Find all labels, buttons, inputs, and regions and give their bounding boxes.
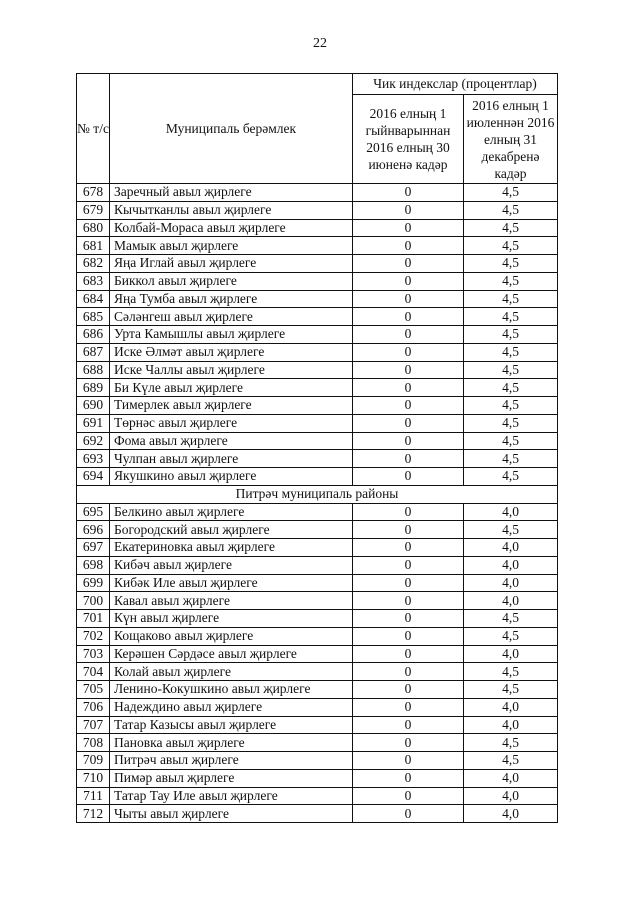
row-number: 691 — [77, 414, 110, 432]
row-number: 678 — [77, 184, 110, 202]
second-half-index: 4,5 — [464, 521, 558, 539]
first-half-index: 0 — [353, 397, 464, 415]
table-row — [77, 698, 558, 716]
first-half-index: 0 — [353, 610, 464, 628]
municipality-name: Богородский авыл җирлеге — [110, 521, 353, 539]
municipality-name: Пимәр авыл җирлеге — [110, 769, 353, 787]
table-row — [77, 237, 558, 255]
row-number: 712 — [77, 805, 110, 823]
table-row — [77, 556, 558, 574]
section-title: Питрәч муниципаль районы — [77, 485, 558, 503]
table-row — [77, 769, 558, 787]
first-half-index: 0 — [353, 468, 464, 486]
header-period-first-half: 2016 елның 1 гыйнварыннан 2016 елның 30 июненә кадәр — [353, 95, 464, 184]
table-row — [77, 308, 558, 326]
table-row — [77, 432, 558, 450]
first-half-index: 0 — [353, 681, 464, 699]
table-row — [77, 184, 558, 202]
first-half-index: 0 — [353, 450, 464, 468]
municipality-name: Кавал авыл җирлеге — [110, 592, 353, 610]
first-half-index: 0 — [353, 237, 464, 255]
header-period-second-half: 2016 елның 1 июленнән 2016 елның 31 декабренә кадәр — [464, 95, 558, 184]
page-number: 22 — [313, 36, 327, 51]
second-half-index: 4,5 — [464, 468, 558, 486]
table-row — [77, 627, 558, 645]
table-row — [77, 326, 558, 344]
municipality-name: Екатериновка авыл җирлеге — [110, 539, 353, 557]
row-number: 688 — [77, 361, 110, 379]
second-half-index: 4,5 — [464, 610, 558, 628]
table-header — [77, 74, 558, 184]
first-half-index: 0 — [353, 805, 464, 823]
table-row — [77, 716, 558, 734]
table-row — [77, 521, 558, 539]
municipality-name: Би Күле авыл җирлеге — [110, 379, 353, 397]
row-number: 687 — [77, 343, 110, 361]
municipality-name: Иске Әлмәт авыл җирлеге — [110, 343, 353, 361]
row-number: 696 — [77, 521, 110, 539]
municipality-name: Керәшен Сәрдәсе авыл җирлеге — [110, 645, 353, 663]
municipality-name: Чыты авыл җирлеге — [110, 805, 353, 823]
table-row — [77, 201, 558, 219]
first-half-index: 0 — [353, 752, 464, 770]
row-number: 699 — [77, 574, 110, 592]
second-half-index: 4,5 — [464, 734, 558, 752]
table-row — [77, 255, 558, 273]
row-number: 698 — [77, 556, 110, 574]
second-half-index: 4,5 — [464, 272, 558, 290]
first-half-index: 0 — [353, 592, 464, 610]
municipality-name: Надеждино авыл җирлеге — [110, 698, 353, 716]
second-half-index: 4,0 — [464, 503, 558, 521]
first-half-index: 0 — [353, 787, 464, 805]
row-number: 709 — [77, 752, 110, 770]
row-number: 685 — [77, 308, 110, 326]
municipality-name: Яңа Иглай авыл җирлеге — [110, 255, 353, 273]
second-half-index: 4,5 — [464, 255, 558, 273]
table-row — [77, 450, 558, 468]
first-half-index: 0 — [353, 521, 464, 539]
row-number: 680 — [77, 219, 110, 237]
second-half-index: 4,5 — [464, 343, 558, 361]
second-half-index: 4,5 — [464, 326, 558, 344]
table-row — [77, 610, 558, 628]
row-number: 693 — [77, 450, 110, 468]
first-half-index: 0 — [353, 290, 464, 308]
municipality-name: Заречный авыл җирлеге — [110, 184, 353, 202]
first-half-index: 0 — [353, 627, 464, 645]
table-row — [77, 343, 558, 361]
table-row — [77, 539, 558, 557]
second-half-index: 4,5 — [464, 663, 558, 681]
first-half-index: 0 — [353, 503, 464, 521]
municipality-name: Биккол авыл җирлеге — [110, 272, 353, 290]
header-limit-indices: Чик индекслар (процентлар) — [353, 74, 558, 95]
header-number: № т/с — [77, 74, 110, 184]
second-half-index: 4,0 — [464, 556, 558, 574]
municipality-name: Кибәк Иле авыл җирлеге — [110, 574, 353, 592]
second-half-index: 4,5 — [464, 397, 558, 415]
second-half-index: 4,5 — [464, 414, 558, 432]
first-half-index: 0 — [353, 414, 464, 432]
municipality-name: Колай авыл җирлеге — [110, 663, 353, 681]
municipality-name: Татар Тау Иле авыл җирлеге — [110, 787, 353, 805]
row-number: 702 — [77, 627, 110, 645]
second-half-index: 4,5 — [464, 219, 558, 237]
second-half-index: 4,5 — [464, 184, 558, 202]
section-header — [77, 485, 558, 503]
table-body-part-b — [77, 503, 558, 823]
table-body-part-a — [77, 184, 558, 486]
second-half-index: 4,0 — [464, 698, 558, 716]
second-half-index: 4,5 — [464, 450, 558, 468]
first-half-index: 0 — [353, 556, 464, 574]
row-number: 689 — [77, 379, 110, 397]
second-half-index: 4,0 — [464, 805, 558, 823]
table-row — [77, 414, 558, 432]
table-row — [77, 787, 558, 805]
municipality-name: Төрнәс авыл җирлеге — [110, 414, 353, 432]
first-half-index: 0 — [353, 219, 464, 237]
table-row — [77, 361, 558, 379]
second-half-index: 4,5 — [464, 237, 558, 255]
first-half-index: 0 — [353, 272, 464, 290]
municipality-name: Татар Казысы авыл җирлеге — [110, 716, 353, 734]
row-number: 703 — [77, 645, 110, 663]
municipality-name: Питрәч авыл җирлеге — [110, 752, 353, 770]
second-half-index: 4,5 — [464, 627, 558, 645]
municipality-name: Күн авыл җирлеге — [110, 610, 353, 628]
first-half-index: 0 — [353, 698, 464, 716]
first-half-index: 0 — [353, 734, 464, 752]
row-number: 695 — [77, 503, 110, 521]
table-row — [77, 805, 558, 823]
municipality-name: Яңа Тумба авыл җирлеге — [110, 290, 353, 308]
second-half-index: 4,0 — [464, 645, 558, 663]
municipality-name: Белкино авыл җирлеге — [110, 503, 353, 521]
second-half-index: 4,5 — [464, 361, 558, 379]
municipality-name: Тимерлек авыл җирлеге — [110, 397, 353, 415]
row-number: 707 — [77, 716, 110, 734]
first-half-index: 0 — [353, 255, 464, 273]
second-half-index: 4,5 — [464, 290, 558, 308]
table-row — [77, 752, 558, 770]
row-number: 706 — [77, 698, 110, 716]
municipality-name: Сәләнгеш авыл җирлеге — [110, 308, 353, 326]
second-half-index: 4,5 — [464, 681, 558, 699]
municipality-name: Якушкино авыл җирлеге — [110, 468, 353, 486]
table-row — [77, 503, 558, 521]
municipality-name: Ленино-Кокушкино авыл җирлеге — [110, 681, 353, 699]
first-half-index: 0 — [353, 716, 464, 734]
row-number: 681 — [77, 237, 110, 255]
first-half-index: 0 — [353, 574, 464, 592]
first-half-index: 0 — [353, 539, 464, 557]
first-half-index: 0 — [353, 184, 464, 202]
indices-table — [76, 73, 558, 823]
second-half-index: 4,0 — [464, 539, 558, 557]
row-number: 710 — [77, 769, 110, 787]
table-row — [77, 272, 558, 290]
second-half-index: 4,0 — [464, 716, 558, 734]
second-half-index: 4,0 — [464, 574, 558, 592]
row-number: 704 — [77, 663, 110, 681]
second-half-index: 4,0 — [464, 787, 558, 805]
row-number: 686 — [77, 326, 110, 344]
first-half-index: 0 — [353, 645, 464, 663]
first-half-index: 0 — [353, 326, 464, 344]
table-row — [77, 574, 558, 592]
first-half-index: 0 — [353, 343, 464, 361]
second-half-index: 4,0 — [464, 769, 558, 787]
row-number: 682 — [77, 255, 110, 273]
first-half-index: 0 — [353, 308, 464, 326]
municipality-name: Чулпан авыл җирлеге — [110, 450, 353, 468]
first-half-index: 0 — [353, 432, 464, 450]
first-half-index: 0 — [353, 663, 464, 681]
first-half-index: 0 — [353, 379, 464, 397]
municipality-name: Урта Камышлы авыл җирлеге — [110, 326, 353, 344]
table-row — [77, 592, 558, 610]
second-half-index: 4,5 — [464, 752, 558, 770]
second-half-index: 4,5 — [464, 432, 558, 450]
row-number: 705 — [77, 681, 110, 699]
row-number: 692 — [77, 432, 110, 450]
row-number: 700 — [77, 592, 110, 610]
first-half-index: 0 — [353, 201, 464, 219]
table-row — [77, 290, 558, 308]
table-row — [77, 219, 558, 237]
municipality-name: Мамык авыл җирлеге — [110, 237, 353, 255]
row-number: 697 — [77, 539, 110, 557]
second-half-index: 4,5 — [464, 308, 558, 326]
municipality-name: Иске Чаллы авыл җирлеге — [110, 361, 353, 379]
municipality-name: Фома авыл җирлеге — [110, 432, 353, 450]
row-number: 701 — [77, 610, 110, 628]
first-half-index: 0 — [353, 769, 464, 787]
row-number: 690 — [77, 397, 110, 415]
municipality-name: Кибәч авыл җирлеге — [110, 556, 353, 574]
table-row — [77, 379, 558, 397]
municipality-name: Пановка авыл җирлеге — [110, 734, 353, 752]
municipality-name: Кощаково авыл җирлеге — [110, 627, 353, 645]
row-number: 694 — [77, 468, 110, 486]
row-number: 711 — [77, 787, 110, 805]
table-row — [77, 468, 558, 486]
second-half-index: 4,5 — [464, 201, 558, 219]
municipality-name: Колбай-Мораса авыл җирлеге — [110, 219, 353, 237]
section-row — [77, 485, 558, 503]
second-half-index: 4,0 — [464, 592, 558, 610]
first-half-index: 0 — [353, 361, 464, 379]
table-row — [77, 397, 558, 415]
municipality-name: Кычытканлы авыл җирлеге — [110, 201, 353, 219]
row-number: 679 — [77, 201, 110, 219]
table-row — [77, 681, 558, 699]
table-row — [77, 645, 558, 663]
header-municipality: Муниципаль берәмлек — [110, 74, 353, 184]
row-number: 684 — [77, 290, 110, 308]
row-number: 708 — [77, 734, 110, 752]
table-row — [77, 734, 558, 752]
table-row — [77, 663, 558, 681]
second-half-index: 4,5 — [464, 379, 558, 397]
row-number: 683 — [77, 272, 110, 290]
